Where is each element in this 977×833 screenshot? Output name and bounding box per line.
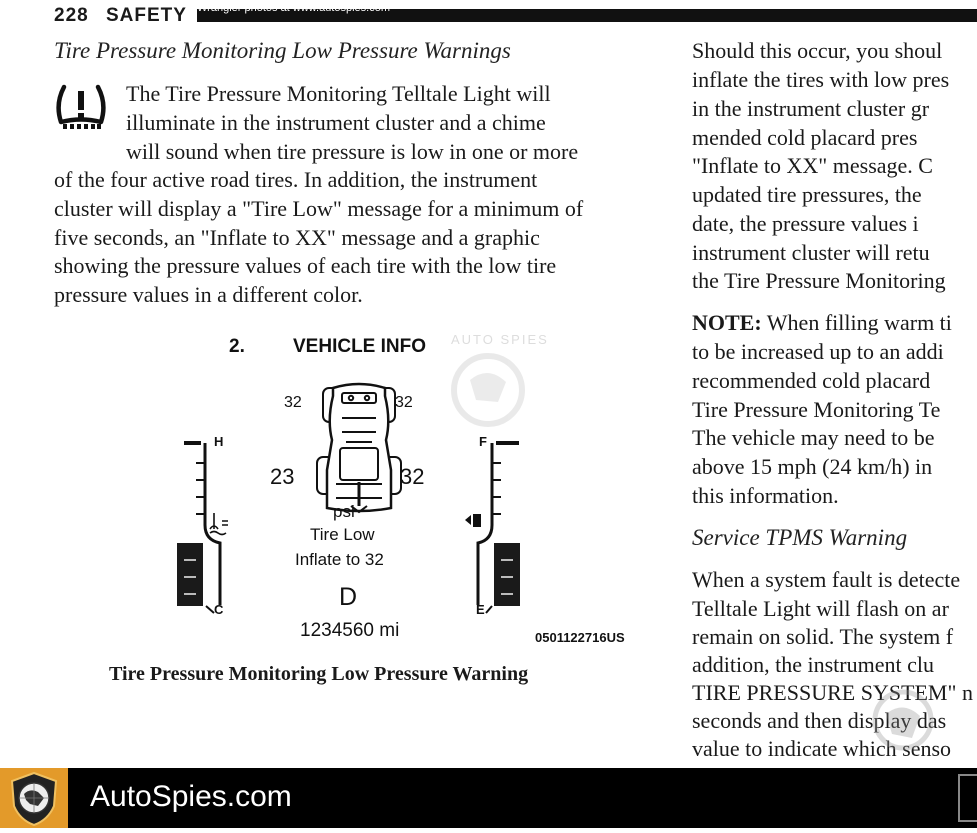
temp-low-label: C — [214, 602, 224, 617]
text-line: remain on solid. The system f — [692, 624, 954, 649]
text-line: date, the pressure values i — [692, 211, 919, 236]
tire-rear-right-value: 32 — [400, 464, 425, 489]
footer-bar — [0, 768, 977, 828]
menu-title: VEHICLE INFO — [293, 336, 427, 357]
text-line: instrument cluster will retu — [692, 240, 930, 265]
text-line: addition, the instrument clu — [692, 652, 934, 677]
menu-number: 2. — [229, 336, 245, 357]
text-line: above 15 mph (24 km/h) in — [692, 454, 933, 479]
text-line: five seconds, an "Inflate to XX" message and a graphic — [54, 224, 540, 250]
temp-high-label: H — [214, 434, 224, 449]
page-number: 228 — [54, 5, 89, 26]
note-text: When filling warm ti — [761, 310, 952, 335]
text-line: will sound when tire pressure is low in one or more — [126, 138, 579, 164]
tire-rear-left-value: 23 — [270, 464, 295, 489]
section-heading-low-pressure: Tire Pressure Monitoring Low Pressure Warnings — [54, 38, 511, 63]
header-watermark: Wrangler photos at www.autospies.com — [197, 2, 390, 14]
instrument-cluster-figure — [170, 330, 650, 655]
intro-paragraph-continued — [54, 166, 644, 310]
text-line: inflate the tires with low pres — [692, 67, 950, 92]
odometer-reading: 1234560 mi — [300, 620, 400, 641]
section-heading-service-tpms: Service TPMS Warning — [692, 525, 908, 550]
intro-paragraph-indented — [126, 80, 644, 166]
cluster-graphic — [170, 330, 650, 655]
page-header — [0, 0, 977, 26]
text-line: showing the pressure values of each tire with the low tire — [54, 253, 557, 279]
tire-front-left-value: 32 — [284, 394, 302, 411]
figure-watermark: AUTO SPIES — [451, 332, 549, 347]
text-line: the Tire Pressure Monitoring — [692, 268, 946, 293]
note-label: NOTE: — [692, 310, 762, 335]
globe-shield-icon — [0, 768, 68, 828]
text-line: in the instrument cluster gr — [692, 96, 930, 121]
text-line: value to indicate which senso — [692, 736, 952, 761]
text-line: The vehicle may need to be — [692, 425, 935, 450]
text-line: "Inflate to XX" message. C — [692, 153, 933, 178]
text-line: pressure values in a different color. — [54, 282, 363, 308]
figure-code: 0501122716US — [535, 630, 625, 645]
gear-indicator: D — [339, 583, 358, 611]
note-line — [692, 310, 952, 336]
text-line: When a system fault is detecte — [692, 567, 961, 592]
temperature-gauge — [177, 443, 228, 613]
text-line: Telltale Light will flash on ar — [692, 596, 949, 621]
watermark-emblem-icon — [868, 680, 938, 760]
figure-caption: Tire Pressure Monitoring Low Pressure Warning — [109, 663, 529, 685]
fuel-empty-label: E — [476, 602, 485, 617]
section-title: SAFETY — [106, 5, 187, 26]
text-line: Should this occur, you shoul — [692, 38, 943, 63]
text-line: cluster will display a "Tire Low" message for a minimum of — [54, 195, 584, 221]
text-line: seconds and then display das — [692, 708, 947, 733]
autospies-logo[interactable] — [0, 768, 68, 828]
text-line: updated tire pressures, the — [692, 182, 922, 207]
tire-pressure-telltale-icon — [54, 84, 108, 130]
autospies-brand-link[interactable]: AutoSpies.com — [90, 780, 292, 813]
text-line: illuminate in the instrument cluster and a chime — [126, 109, 546, 135]
tire-front-right-value: 32 — [395, 394, 413, 411]
text-line: this information. — [692, 483, 839, 508]
text-line: mended cold placard pres — [692, 125, 918, 150]
watermark-emblem — [454, 356, 522, 424]
footer-corner-box — [958, 774, 977, 822]
text-line: The Tire Pressure Monitoring Telltale Light will — [126, 81, 551, 106]
tire-low-message: Tire Low — [310, 525, 375, 544]
vehicle-top-view — [317, 384, 401, 512]
text-line: to be increased up to an addi — [692, 339, 944, 364]
text-line: TIRE PRESSURE SYSTEM" n — [692, 680, 973, 705]
text-line: recommended cold placard — [692, 368, 931, 393]
fuel-gauge — [465, 443, 520, 613]
text-line: Tire Pressure Monitoring Te — [692, 397, 941, 422]
pressure-unit: psi — [333, 502, 355, 521]
text-line: of the four active road tires. In addition, the instrument — [54, 167, 538, 192]
fuel-full-label: F — [479, 434, 487, 449]
inflate-message: Inflate to 32 — [295, 550, 384, 569]
